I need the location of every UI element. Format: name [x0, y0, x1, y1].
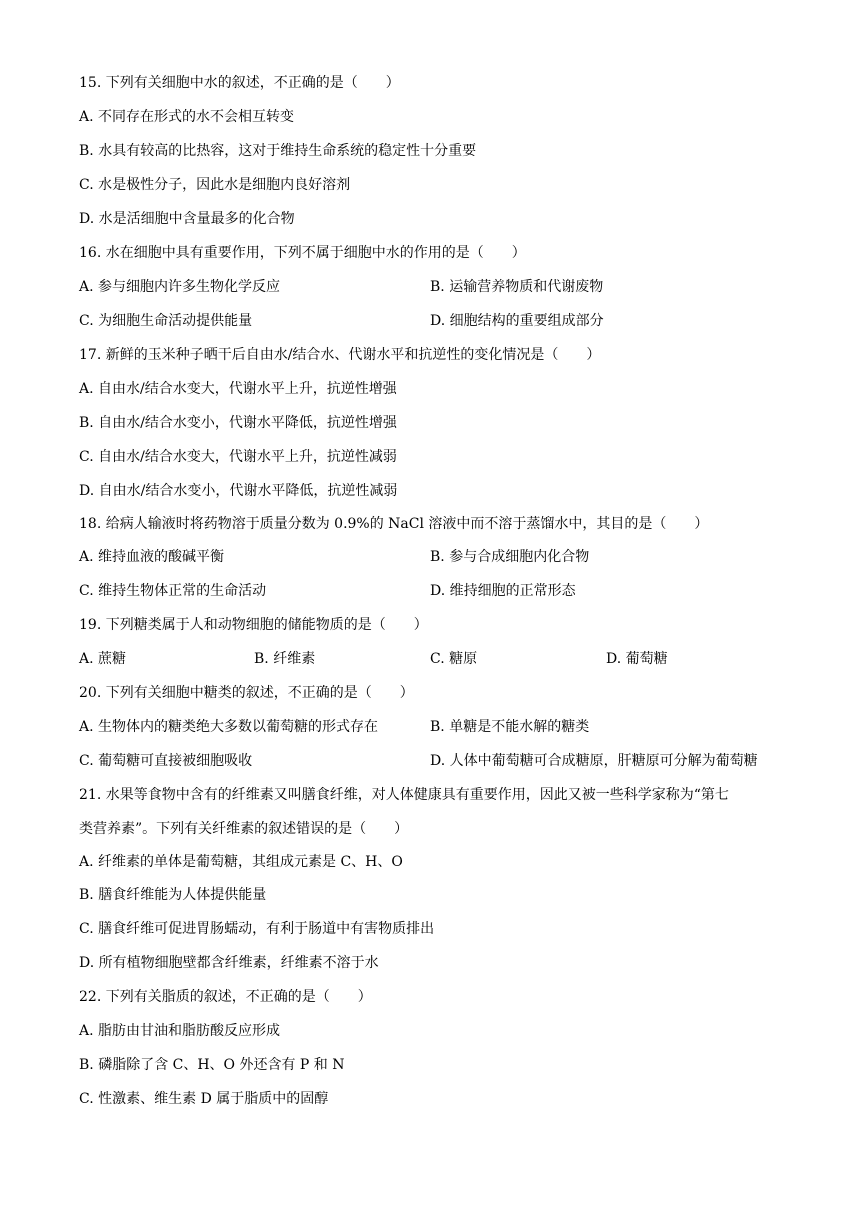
question-21-option-c: C. 膳食纤维可促进胃肠蠕动，有利于肠道中有害物质排出: [79, 921, 435, 937]
question-19-option-d: D. 葡萄糖: [606, 651, 668, 667]
question-15-option-d: D. 水是活细胞中含量最多的化合物: [79, 211, 295, 227]
question-19-option-a: A. 蔗糖: [79, 651, 127, 667]
question-21-option-a: A. 纤维素的单体是葡萄糖，其组成元素是 C、H、O: [79, 854, 403, 870]
question-19-option-c: C. 糖原: [430, 651, 478, 667]
question-15-option-a: A. 不同存在形式的水不会相互转变: [79, 109, 295, 125]
question-15-option-c: C. 水是极性分子，因此水是细胞内良好溶剂: [79, 177, 351, 193]
question-21-stem-line1: 21. 水果等食物中含有的纤维素又叫膳食纤维，对人体健康具有重要作用，因此又被一些科学家称为“第七: [79, 787, 729, 803]
question-18-option-a: A. 维持血液的酸碱平衡: [79, 549, 225, 565]
question-17-stem: 17. 新鲜的玉米种子晒干后自由水/结合水、代谢水平和抗逆性的变化情况是（ ）: [79, 347, 601, 363]
question-18-option-d: D. 维持细胞的正常形态: [430, 583, 576, 599]
question-20-option-d: D. 人体中葡萄糖可合成糖原，肝糖原可分解为葡萄糖: [430, 753, 758, 769]
question-22-option-a: A. 脂肪由甘油和脂肪酸反应形成: [79, 1023, 281, 1039]
question-20-stem: 20. 下列有关细胞中糖类的叙述，不正确的是（ ）: [79, 685, 414, 701]
question-16-stem: 16. 水在细胞中具有重要作用，下列不属于细胞中水的作用的是（ ）: [79, 245, 526, 261]
question-22-stem: 22. 下列有关脂质的叙述，不正确的是（ ）: [79, 989, 372, 1005]
question-15-stem: 15. 下列有关细胞中水的叙述，不正确的是（ ）: [79, 75, 400, 91]
question-15-option-b: B. 水具有较高的比热容，这对于维持生命系统的稳定性十分重要: [79, 143, 477, 159]
question-17-option-d: D. 自由水/结合水变小，代谢水平降低，抗逆性减弱: [79, 483, 398, 499]
question-21-option-d: D. 所有植物细胞壁都含纤维素，纤维素不溶于水: [79, 955, 379, 971]
question-18-option-b: B. 参与合成细胞内化合物: [430, 549, 590, 565]
question-17-option-b: B. 自由水/结合水变小，代谢水平降低，抗逆性增强: [79, 415, 397, 431]
question-16-option-c: C. 为细胞生命活动提供能量: [79, 313, 253, 329]
question-18-stem: 18. 给病人输液时将药物溶于质量分数为 0.9%的 NaCl 溶液中而不溶于蒸馏水中，其目的是（ ）: [79, 516, 709, 532]
question-16-option-a: A. 参与细胞内许多生物化学反应: [79, 279, 281, 295]
question-21-stem-line2: 类营养素”。下列有关纤维素的叙述错误的是（ ）: [79, 821, 409, 837]
question-20-option-a: A. 生物体内的糖类绝大多数以葡萄糖的形式存在: [79, 719, 379, 735]
question-22-option-b: B. 磷脂除了含 C、H、O 外还含有 P 和 N: [79, 1057, 345, 1073]
question-16-option-b: B. 运输营养物质和代谢废物: [430, 279, 604, 295]
question-18-option-c: C. 维持生物体正常的生命活动: [79, 583, 267, 599]
question-17-option-a: A. 自由水/结合水变大，代谢水平上升，抗逆性增强: [79, 381, 397, 397]
question-19-option-b: B. 纤维素: [254, 651, 316, 667]
question-22-option-c: C. 性激素、维生素 D 属于脂质中的固醇: [79, 1091, 329, 1107]
question-17-option-c: C. 自由水/结合水变大，代谢水平上升，抗逆性减弱: [79, 449, 397, 465]
question-19-stem: 19. 下列糖类属于人和动物细胞的储能物质的是（ ）: [79, 617, 428, 633]
question-21-option-b: B. 膳食纤维能为人体提供能量: [79, 887, 267, 903]
question-16-option-d: D. 细胞结构的重要组成部分: [430, 313, 604, 329]
question-20-option-b: B. 单糖是不能水解的糖类: [430, 719, 590, 735]
question-20-option-c: C. 葡萄糖可直接被细胞吸收: [79, 753, 253, 769]
